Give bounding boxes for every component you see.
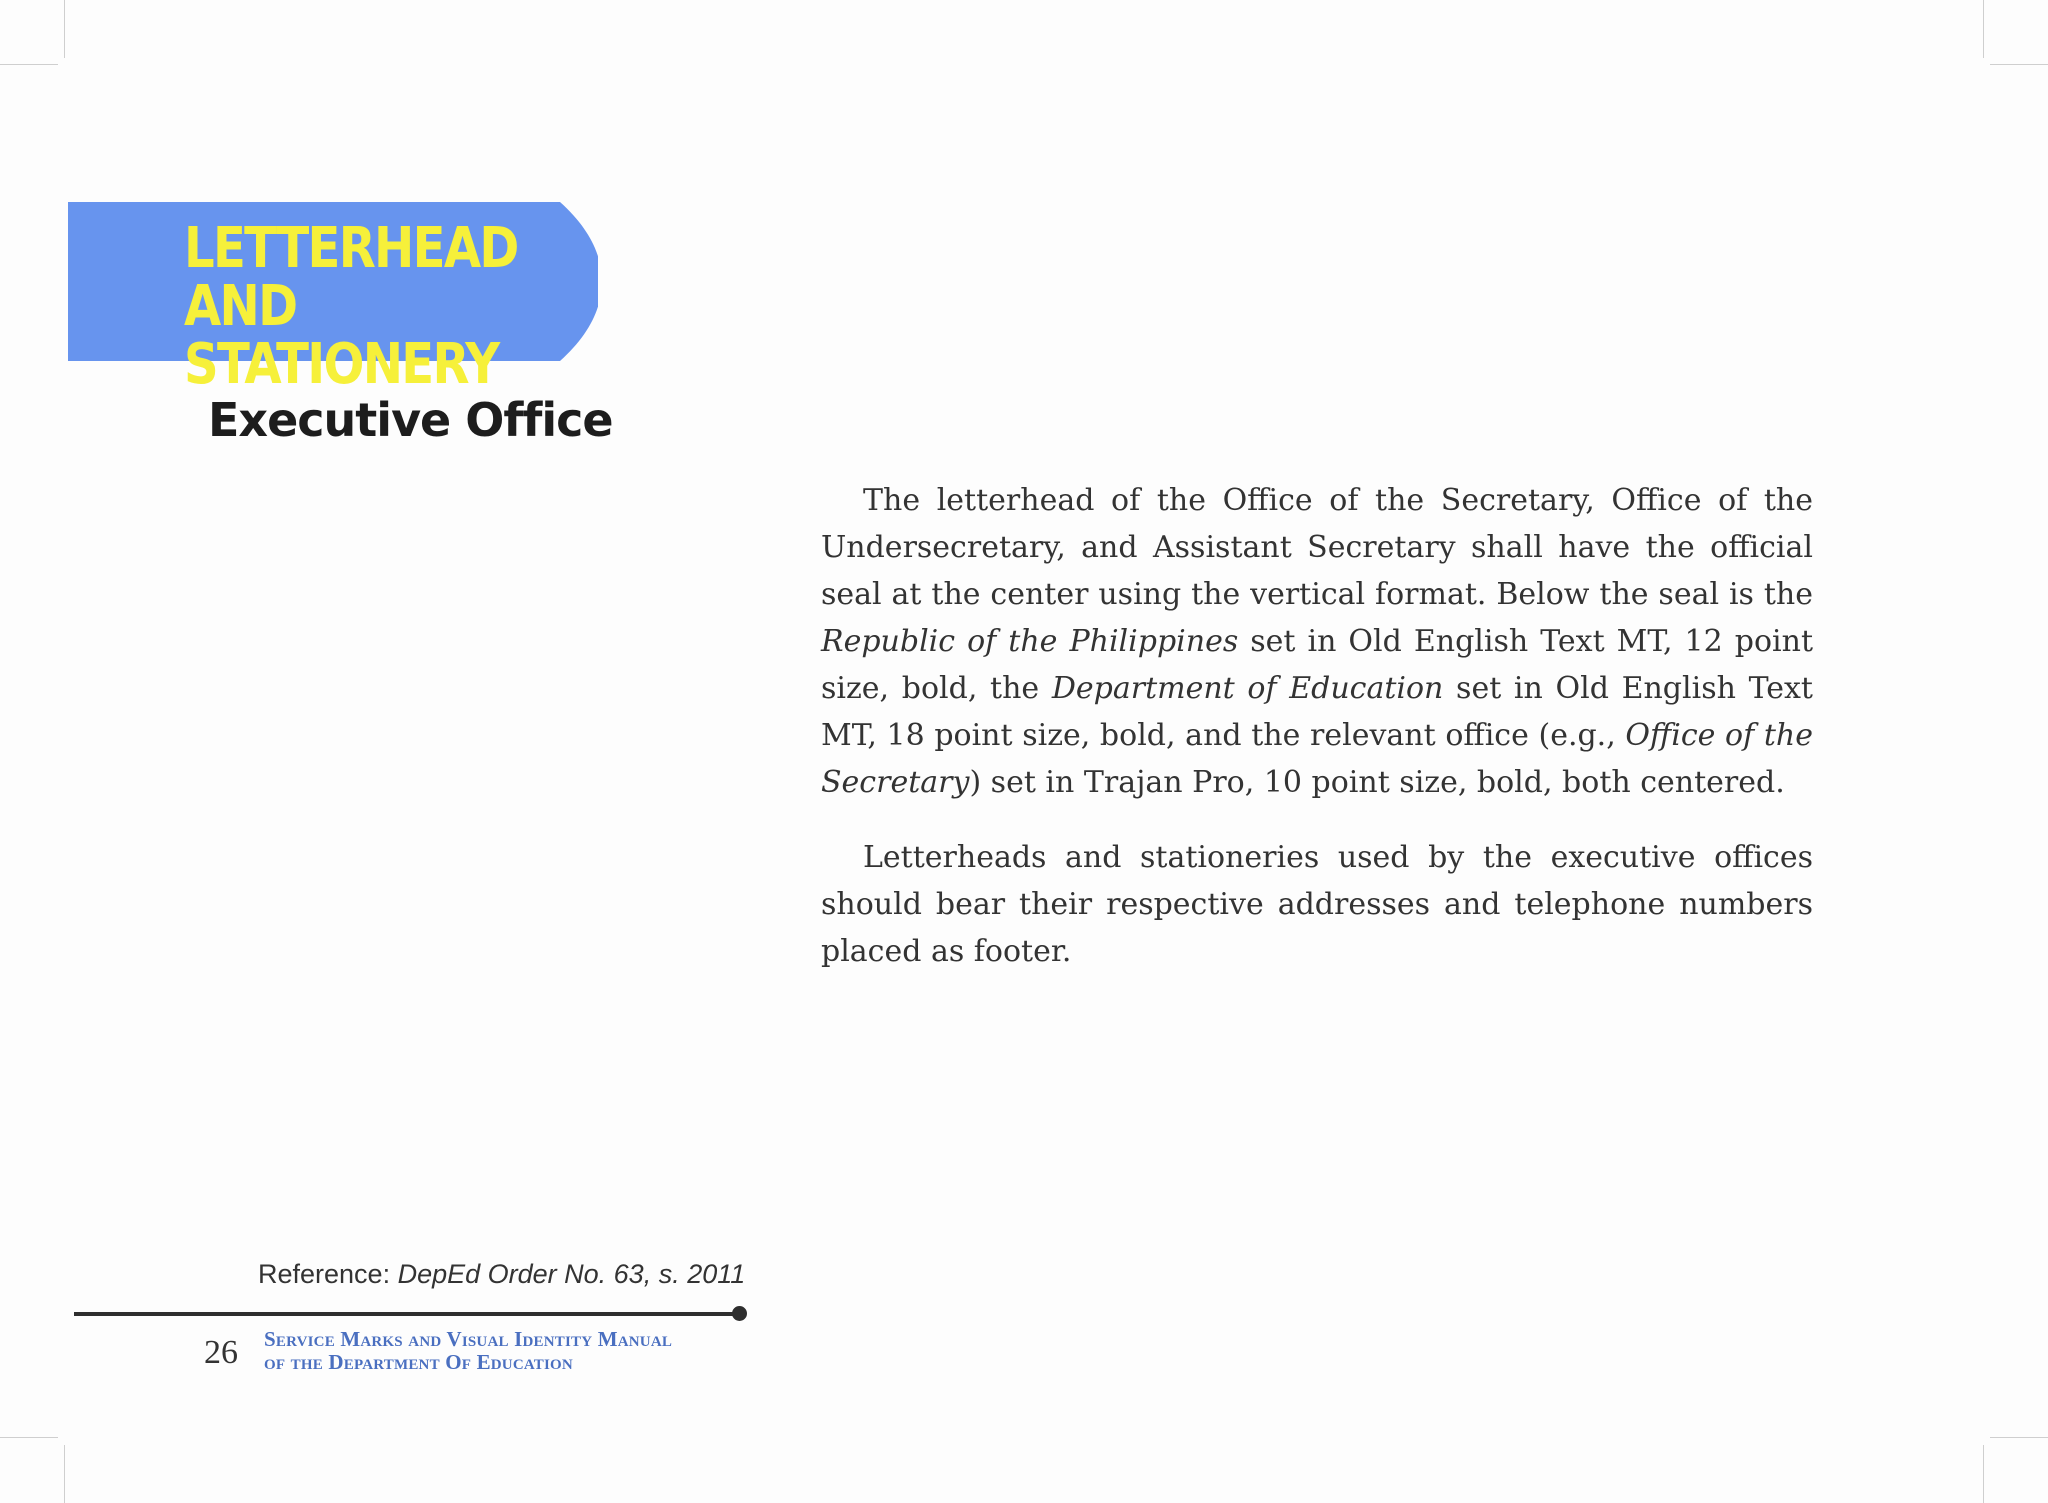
crop-mark (1983, 0, 1984, 58)
paragraph-1 (821, 477, 1813, 806)
p1-text-g: ) set in Trajan Pro, 10 point size, bold, both centered. (969, 765, 1785, 800)
crop-mark (0, 1437, 58, 1438)
footer-rule (74, 1312, 738, 1316)
page-number: 26 (204, 1334, 238, 1371)
reference-label: Reference: (258, 1259, 398, 1289)
crop-mark (64, 0, 65, 58)
manual-title-line1: Service Marks and Visual Identity Manual (264, 1327, 673, 1351)
crop-mark (1990, 1437, 2048, 1438)
reference-value: DepEd Order No. 63, s. 2011 (397, 1259, 746, 1289)
reference (258, 1257, 745, 1291)
section-title-line1: LETTERHEAD AND (184, 216, 518, 339)
manual-title (264, 1328, 672, 1374)
footer-dot (732, 1306, 747, 1321)
p1-text-e: set in Old English Text MT, 18 point size, bold, and the relevant office (e.g., (821, 671, 1813, 753)
p1-italic-office: Office of the Secretary (821, 718, 1813, 800)
crop-mark (1983, 1445, 1984, 1503)
p1-text-a: The letterhead of the Office of the Secretary, Office of the Undersecretary, and Assistant Secretary shall have the official seal at the center using the vertical format. Below the seal is the (821, 483, 1813, 612)
paragraph-2: Letterheads and stationeries used by the executive offices should bear their respective addresses and telephone numbers placed as footer. (821, 840, 1813, 969)
section-title (184, 216, 540, 397)
p1-text-c: set in Old English Text MT, 12 point size, bold, the (821, 624, 1813, 706)
manual-title-line2: of the Department Of Education (264, 1350, 573, 1374)
p1-italic-republic: Republic of the Philippines (821, 624, 1239, 659)
crop-mark (0, 64, 58, 65)
crop-mark (64, 1445, 65, 1503)
p1-italic-department: Department of Education (1051, 671, 1444, 706)
body-text (821, 477, 1813, 1003)
section-title-line2: STATIONERY (184, 332, 499, 397)
subheading: Executive Office (208, 393, 613, 447)
section-banner (68, 202, 598, 397)
crop-mark (1990, 64, 2048, 65)
